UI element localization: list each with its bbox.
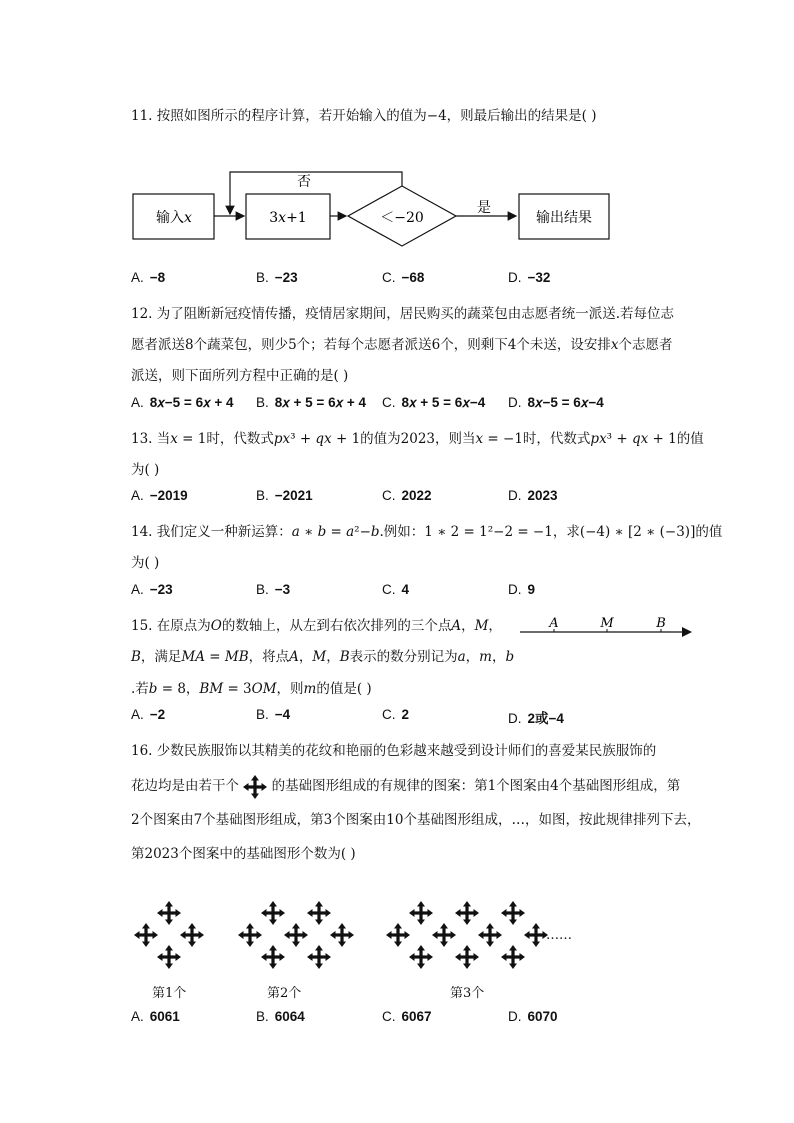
- pattern-ellipsis: ……: [546, 928, 572, 943]
- pattern-1-cross: [157, 901, 181, 925]
- q14-option-b[interactable]: B. −3: [256, 582, 291, 597]
- pattern-2-cross: [330, 923, 354, 947]
- pattern-2-cross: [307, 901, 331, 925]
- pattern-3-cross: [501, 945, 525, 969]
- flow-condition-label: ＜−20: [380, 210, 424, 226]
- flow-output-label: 输出结果: [536, 210, 592, 226]
- q15-option-b[interactable]: B. −4: [256, 707, 291, 722]
- pattern-1-cross: [134, 923, 158, 947]
- q16-option-a[interactable]: A. 6061: [131, 1009, 180, 1024]
- q13-option-d[interactable]: D. 2023: [508, 488, 558, 503]
- pattern-3-cross: [524, 923, 548, 947]
- pattern-3-cross: [409, 945, 433, 969]
- caption-pattern-2: 第2个: [267, 986, 302, 1001]
- q16-option-b[interactable]: B. 6064: [256, 1009, 305, 1024]
- q13-option-b[interactable]: B. −2021: [256, 488, 313, 503]
- q15-stem-line3: .若𝑏 = 8，𝐵𝑀 = 3𝑂𝑀，则𝑚的值是( ): [131, 681, 372, 697]
- q16-stem-line4: 第2023个图案中的基础图形个数为( ): [131, 846, 356, 862]
- q11-stem: 11. 按照如图所示的程序计算，若开始输入的值为−4，则最后输出的结果是( ): [131, 108, 597, 124]
- q14-option-a[interactable]: A. −23: [131, 582, 173, 597]
- q12-stem-line1: 12. 为了阻断新冠疫情传播，疫情居家期间，居民购买的蔬菜包由志愿者统一派送.若每位志: [131, 306, 675, 322]
- axis-label-m: 𝑀: [600, 616, 614, 631]
- q16-stem-line3: 2个图案由7个基础图形组成，第3个图案由10个基础图形组成，…，如图，按此规律排列下去，: [131, 812, 701, 828]
- pattern-2-cross: [307, 945, 331, 969]
- q16-option-d[interactable]: D. 6070: [508, 1009, 558, 1024]
- q13-option-a[interactable]: A. −2019: [131, 488, 188, 503]
- pattern-2-cross: [261, 945, 285, 969]
- pattern-figures: [128, 895, 588, 975]
- q12-stem-line2: 愿者派送8个蔬菜包，则少5个；若每个志愿者派送6个，则剩下4个未送，设安排𝑥个志愿者: [131, 337, 673, 353]
- q11-option-c[interactable]: C. −68: [382, 270, 425, 285]
- pattern-3-cross: [386, 923, 410, 947]
- q15-option-c[interactable]: C. 2: [382, 707, 410, 722]
- q16-stem-line1: 16. 少数民族服饰以其精美的花纹和艳丽的色彩越来越受到设计师们的喜爱某民族服饰的: [131, 743, 657, 759]
- q15-option-a[interactable]: A. −2: [131, 707, 166, 722]
- axis-label-b: 𝐵: [656, 616, 666, 631]
- pattern-3-cross: [455, 901, 479, 925]
- q12-option-d[interactable]: D. 8𝑥−5 = 6𝑥−4: [508, 395, 604, 410]
- q12-option-b[interactable]: B. 8𝑥 + 5 = 6𝑥 + 4: [256, 395, 366, 410]
- q12-option-a[interactable]: A. 8𝑥−5 = 6𝑥 + 4: [131, 395, 234, 410]
- q14-options: [131, 582, 731, 602]
- caption-pattern-3: 第3个: [450, 986, 485, 1001]
- pattern-3-cross: [501, 901, 525, 925]
- q14-option-d[interactable]: D. 9: [508, 582, 536, 597]
- q15-option-d[interactable]: D. 2或−4: [508, 711, 564, 726]
- flow-yes-label: 是: [477, 200, 491, 216]
- q16-stem-line2: 花边均是由若干个 的基础图形组成的有规律的图案：第1个图案由4个基础图形组成，第: [131, 774, 680, 799]
- flow-no-label: 否: [297, 174, 311, 190]
- pattern-1-cross: [180, 923, 204, 947]
- q11-option-d[interactable]: D. −32: [508, 270, 551, 285]
- q16-option-c[interactable]: C. 6067: [382, 1009, 432, 1024]
- q15-stem-line1: 15. 在原点为𝑂的数轴上，从左到右依次排列的三个点𝐴，𝑀，: [131, 618, 502, 634]
- q15-stem-line2: 𝐵，满足𝑀𝐴 = 𝑀𝐵，将点𝐴，𝑀，𝐵表示的数分别记为𝑎，𝑚，𝑏: [131, 649, 515, 665]
- q14-stem-line2: 为( ): [131, 555, 160, 571]
- pattern-2-cross: [261, 901, 285, 925]
- q14-option-c[interactable]: C. 4: [382, 582, 410, 597]
- q14-stem-line1: 14. 我们定义一种新运算：𝑎 ∗ 𝑏 = 𝑎²−𝑏.例如：1 ∗ 2 = 1²−2 = −1，求(−4) ∗ [2 ∗ (−3)]的值: [131, 524, 723, 540]
- q15-options: [131, 707, 731, 727]
- pattern-3-cross: [432, 923, 456, 947]
- q16-options: [131, 1009, 731, 1029]
- q13-stem-line1: 13. 当𝑥 = 1时，代数式𝑝𝑥³ + 𝑞𝑥 + 1的值为2023，则当𝑥 = −1时，代数式𝑝𝑥³ + 𝑞𝑥 + 1的值: [131, 431, 704, 447]
- q11-option-a[interactable]: A. −8: [131, 270, 166, 285]
- pattern-3-cross: [409, 901, 433, 925]
- pattern-3-cross: [455, 945, 479, 969]
- pattern-3-cross: [478, 923, 502, 947]
- caption-pattern-1: 第1个: [152, 986, 187, 1001]
- pattern-2-cross: [238, 923, 262, 947]
- q12-stem-line3: 派送，则下面所列方程中正确的是( ): [131, 368, 349, 384]
- flow-process-label: 3𝑥+1: [269, 210, 307, 226]
- q11-flowchart: [128, 170, 628, 250]
- q13-option-c[interactable]: C. 2022: [382, 488, 432, 503]
- pattern-1-cross: [157, 945, 181, 969]
- axis-label-a: 𝐴: [549, 616, 559, 631]
- q15-number-line: [518, 612, 694, 642]
- q13-options: [131, 488, 731, 508]
- q11-option-b[interactable]: B. −23: [256, 270, 298, 285]
- q12-options: [131, 395, 731, 415]
- q12-option-c[interactable]: C. 8𝑥 + 5 = 6𝑥−4: [382, 395, 486, 410]
- pattern-2-cross: [284, 923, 308, 947]
- q11-options: [131, 270, 731, 290]
- flow-input-label: 输入𝑥: [156, 210, 192, 226]
- q13-stem-line2: 为( ): [131, 462, 160, 478]
- cross-arrow-icon: [243, 775, 267, 799]
